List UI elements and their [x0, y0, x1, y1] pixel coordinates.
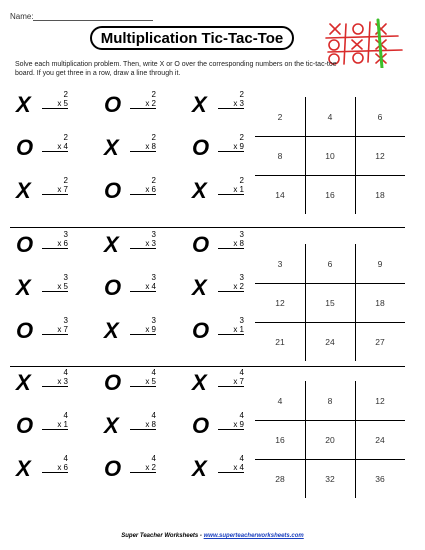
multiplicand: 4 [151, 411, 156, 420]
problem [104, 230, 188, 260]
multiplier: x 8 [218, 239, 244, 249]
multiplier: x 5 [130, 377, 156, 387]
answer-mark: O [192, 413, 210, 438]
answer-mark: X [16, 92, 31, 117]
board-cell[interactable]: 4 [277, 395, 283, 406]
multiplier: x 1 [218, 325, 244, 335]
answer-mark: X [192, 92, 207, 117]
problem [16, 273, 100, 303]
multiplier: x 6 [42, 239, 68, 249]
problem [16, 368, 100, 398]
answer-mark: O [104, 178, 122, 203]
multiplicand: 2 [63, 176, 68, 185]
multiplicand: 2 [63, 90, 68, 99]
board-cell[interactable]: 2 [277, 111, 283, 122]
board-cell[interactable]: 6 [377, 111, 383, 122]
problem [104, 316, 188, 346]
problem [16, 316, 100, 346]
multiplicand: 2 [63, 133, 68, 142]
multiplier: x 2 [218, 282, 244, 292]
board-cell[interactable]: 9 [377, 258, 383, 269]
answer-mark: O [16, 232, 34, 257]
answer-mark: X [16, 456, 31, 481]
multiplier: x 5 [42, 282, 68, 292]
answer-mark: X [104, 318, 119, 343]
multiplicand: 3 [151, 316, 156, 325]
board-cell[interactable]: 32 [325, 473, 335, 484]
board-cell[interactable]: 24 [375, 434, 385, 445]
multiplicand: 2 [239, 90, 244, 99]
board-cell[interactable]: 18 [375, 189, 385, 200]
answer-mark: O [16, 135, 34, 160]
multiplier: x 1 [218, 185, 244, 195]
problem [104, 133, 188, 163]
problem [16, 133, 100, 163]
answer-mark: X [104, 135, 119, 160]
multiplier: x 6 [42, 463, 68, 473]
multiplicand: 4 [239, 411, 244, 420]
footer-brand: Super Teacher Worksheets [121, 533, 199, 539]
multiplier: x 9 [218, 420, 244, 430]
multiplicand: 3 [151, 230, 156, 239]
board-cell[interactable]: 10 [325, 150, 335, 161]
problem [16, 411, 100, 441]
footer [0, 533, 425, 539]
board-cell[interactable]: 27 [375, 336, 385, 347]
answer-mark: X [192, 456, 207, 481]
answer-mark: O [16, 318, 34, 343]
problem [16, 230, 100, 260]
multiplicand: 3 [63, 273, 68, 282]
answer-mark: O [104, 456, 122, 481]
multiplicand: 3 [239, 316, 244, 325]
answer-mark: O [192, 318, 210, 343]
problem [16, 454, 100, 484]
answer-mark: X [16, 178, 31, 203]
multiplier: x 8 [130, 142, 156, 152]
answer-mark: O [104, 275, 122, 300]
board-cell[interactable]: 21 [275, 336, 285, 347]
board-cell[interactable]: 8 [277, 150, 283, 161]
multiplicand: 2 [239, 176, 244, 185]
board-cell[interactable]: 28 [275, 473, 285, 484]
page-title-text: Multiplication Tic-Tac-Toe [100, 29, 284, 47]
board-cell[interactable]: 16 [275, 434, 285, 445]
multiplier: x 8 [130, 420, 156, 430]
multiplicand: 2 [239, 133, 244, 142]
multiplicand: 3 [63, 316, 68, 325]
problem [16, 176, 100, 206]
multiplier: x 1 [42, 420, 68, 430]
multiplier: x 2 [130, 463, 156, 473]
board-cell[interactable]: 24 [325, 336, 335, 347]
footer-separator: - [198, 533, 204, 539]
multiplier: x 7 [42, 325, 68, 335]
answer-mark: X [16, 275, 31, 300]
answer-mark: X [192, 275, 207, 300]
multiplier: x 7 [218, 377, 244, 387]
multiplier: x 9 [130, 325, 156, 335]
multiplicand: 4 [151, 454, 156, 463]
multiplier: x 4 [218, 463, 244, 473]
multiplicand: 4 [151, 368, 156, 377]
answer-mark: O [16, 413, 34, 438]
board-cell[interactable]: 8 [327, 395, 333, 406]
page-title [90, 26, 294, 50]
multiplier: x 3 [42, 377, 68, 387]
section-divider [10, 366, 405, 367]
problem [104, 273, 188, 303]
section-divider [10, 227, 405, 228]
problem [104, 411, 188, 441]
board-cell[interactable]: 36 [375, 473, 385, 484]
multiplier: x 7 [42, 185, 68, 195]
board-cell[interactable]: 20 [325, 434, 335, 445]
answer-mark: O [192, 135, 210, 160]
board-cell[interactable]: 18 [375, 297, 385, 308]
multiplicand: 4 [63, 368, 68, 377]
board-cell[interactable]: 12 [375, 150, 385, 161]
multiplicand: 4 [239, 454, 244, 463]
answer-mark: X [104, 413, 119, 438]
multiplicand: 2 [151, 133, 156, 142]
multiplier: x 3 [130, 239, 156, 249]
tic-tac-toe-board [255, 381, 405, 498]
multiplier: x 6 [130, 185, 156, 195]
problem [16, 90, 100, 120]
board-cell[interactable]: 3 [277, 258, 283, 269]
name-label: Name: [10, 12, 34, 21]
board-cell[interactable]: 12 [375, 395, 385, 406]
multiplier: x 3 [218, 99, 244, 109]
answer-mark: X [16, 370, 31, 395]
tic-tac-toe-board [255, 244, 405, 361]
board-cell[interactable]: 15 [325, 297, 335, 308]
answer-mark: X [192, 178, 207, 203]
problem [104, 176, 188, 206]
multiplicand: 3 [151, 273, 156, 282]
multiplier: x 4 [130, 282, 156, 292]
multiplicand: 4 [239, 368, 244, 377]
multiplier: x 5 [42, 99, 68, 109]
multiplier: x 2 [130, 99, 156, 109]
answer-mark: O [104, 92, 122, 117]
problem [104, 368, 188, 398]
board-cell[interactable]: 16 [325, 189, 335, 200]
multiplicand: 3 [239, 230, 244, 239]
board-cell[interactable]: 6 [327, 258, 333, 269]
footer-link[interactable]: www.superteacherworksheets.com [203, 533, 304, 539]
multiplicand: 3 [63, 230, 68, 239]
multiplier: x 4 [42, 142, 68, 152]
instructions: Solve each multiplication problem. Then, write X or O over the corresponding numbers on the tic-tac-toe board. If you get three in a row, draw a line through it. [15, 61, 337, 77]
multiplicand: 2 [151, 90, 156, 99]
board-cell[interactable]: 14 [275, 189, 285, 200]
answer-mark: X [192, 370, 207, 395]
multiplicand: 3 [239, 273, 244, 282]
multiplicand: 4 [63, 411, 68, 420]
problem [104, 90, 188, 120]
answer-mark: O [104, 370, 122, 395]
multiplicand: 4 [63, 454, 68, 463]
name-line[interactable] [33, 20, 153, 21]
multiplicand: 2 [151, 176, 156, 185]
answer-mark: X [104, 232, 119, 257]
board-cell[interactable]: 12 [275, 297, 285, 308]
tic-tac-toe-board [255, 97, 405, 214]
problem [104, 454, 188, 484]
answer-mark: O [192, 232, 210, 257]
board-cell[interactable]: 4 [327, 111, 333, 122]
multiplier: x 9 [218, 142, 244, 152]
